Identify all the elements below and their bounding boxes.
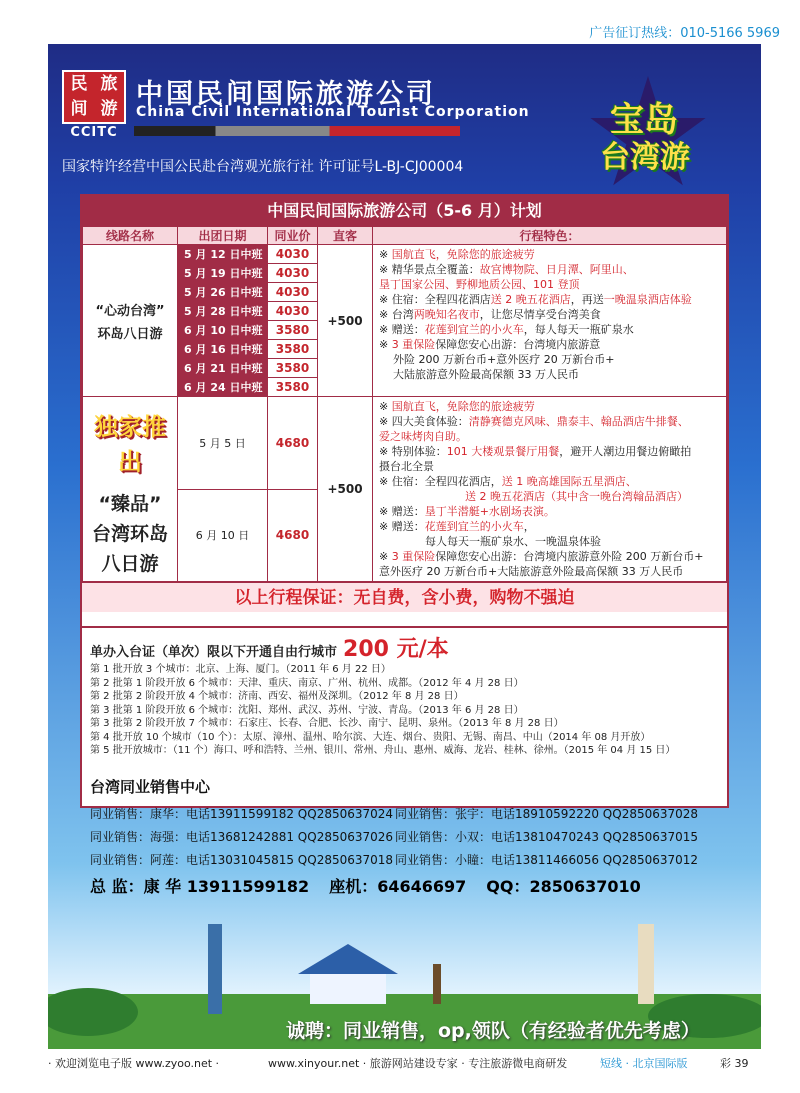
- list-item: 第 3 批第 2 阶段开放 7 个城市：石家庄、长春、合肥、长沙、南宁、昆明、泉州。（2013 年 8 月 28 日）: [90, 718, 564, 729]
- route2-name-line2: 台湾环岛: [91, 523, 168, 545]
- feature-item: ※ 住宿：全程四花酒店，送 1 晚高雄国际五星酒店、: [379, 475, 637, 488]
- footer-left: · 欢迎浏览电子版 www.zyoo.net ·: [48, 1057, 220, 1070]
- feature-item: ※ 3 重保险保障您安心出游：台湾境内旅游意外险 200 万新台币+: [379, 550, 704, 563]
- footer-section: 短线 · 北京国际版: [600, 1057, 688, 1070]
- company-name-en: China Civil International Tourist Corporation: [136, 104, 530, 120]
- tour-date: 5 月 26 日中班: [178, 283, 268, 302]
- logo-char: 民: [70, 74, 88, 94]
- tour-date: 5 月 28 日中班: [178, 302, 268, 321]
- tour-date: 6 月 24 日中班: [178, 378, 268, 397]
- page-number: 彩 39: [720, 1057, 749, 1070]
- visa-price: 200 元/本: [343, 637, 449, 662]
- feature-item: 爱之味烤肉自助。: [379, 430, 467, 443]
- poster: [48, 44, 761, 1049]
- logo-char: 旅: [100, 74, 118, 94]
- list-item: 第 5 批开放城市：（11 个）海口、呼和浩特、兰州、银川、常州、舟山、惠州、威海、龙岩、桂林、徐州。（2015 年 04 月 15 日）: [90, 745, 676, 756]
- feature-item: ※ 精华景点全覆盖：故宫博物院、日月潭、阿里山、: [379, 263, 634, 276]
- footer-middle: www.xinyour.net · 旅游网站建设专家 · 专注旅游微电商研发: [268, 1057, 568, 1070]
- tour-price: 4680: [268, 397, 318, 490]
- windmill-icon: [433, 964, 441, 1004]
- list-item: 第 3 批第 1 阶段开放 6 个城市：沈阳、郑州、武汉、苏州、宁波、青岛。（2013 年 6 月 28 日）: [90, 704, 524, 716]
- ad-hotline: 广告征订热线：010-5166 5969: [589, 26, 780, 41]
- feature-item: ※ 赠送：花莲到宜兰的小火车，每人每天一瓶矿泉水: [379, 323, 634, 336]
- logo-seal: [62, 70, 126, 124]
- feature-item: ※ 特别体验：101 大楼观景餐厅用餐，避开人潮边用餐边俯瞰拍: [379, 445, 692, 458]
- sales-contact: 同业销售：阿莲：电话13031045815 QQ2850637018: [90, 853, 394, 867]
- feature-item: ※ 3 重保险保障您安心出游：台湾境内旅游意: [379, 338, 601, 351]
- tour-price: 3580: [268, 321, 318, 340]
- tour-date: 6 月 16 日中班: [178, 340, 268, 359]
- route1-features: [373, 245, 727, 397]
- table-row: [83, 397, 727, 490]
- tour-price: 3580: [268, 378, 318, 397]
- route2-name: [83, 397, 178, 582]
- decor-bar: [134, 126, 460, 136]
- memorial-hall-icon: [298, 944, 398, 974]
- feature-item: 垦丁国家公园、野柳地质公园、101 登顶: [379, 278, 580, 291]
- route2-direct-price: +500: [318, 397, 373, 582]
- tour-price: 3580: [268, 340, 318, 359]
- feature-item: ※ 赠送：垦丁半潜艇+水剧场表演。: [379, 505, 555, 518]
- feature-item: 意外医疗 20 万新台币+大陆旅游意外险最高保额 33 万人民币: [379, 565, 684, 578]
- feature-item: 送 2 晚五花酒店（其中含一晚台湾翰品酒店）: [465, 490, 688, 503]
- header-date: 出团日期: [178, 227, 268, 245]
- route2-name-line3: 八日游: [101, 553, 159, 575]
- memorial-hall-base: [310, 974, 386, 1004]
- taipei-101-icon: [208, 924, 222, 1014]
- tour-date: 6 月 10 日: [178, 489, 268, 582]
- list-item: 第 2 批第 2 阶段开放 4 个城市：济南、西安、福州及深圳。（2012 年 8 月 28 日）: [90, 691, 464, 702]
- list-item: 第 4 批开放 10 个城市（10 个）：太原、漳州、温州、哈尔滨、大连、烟台、贵阳、无锡、南昌、中山（2014 年 08 月开放）: [90, 731, 651, 743]
- header-price: 同业价: [268, 227, 318, 245]
- tour-price: 3580: [268, 359, 318, 378]
- director-row: [90, 874, 740, 897]
- list-item: 第 1 批开放 3 个城市：北京、上海、厦门。（2011 年 6 月 22 日）: [90, 664, 391, 675]
- route1-name-line2: 环岛八日游: [97, 326, 163, 342]
- visa-head-text: 单办入台证（单次）限以下开通自由行城市: [90, 645, 338, 660]
- sales-title: 台湾同业销售中心: [90, 778, 211, 796]
- sales-row: [90, 828, 740, 845]
- feature-item: ※ 赠送：花莲到宜兰的小火车，: [379, 520, 535, 533]
- tour-price: 4030: [268, 245, 318, 264]
- route1-name-line1: “心动台湾”: [95, 303, 165, 319]
- badge-line2: 台湾游: [600, 140, 690, 175]
- tour-date: 5 月 19 日中班: [178, 264, 268, 283]
- feature-item: ※ 国航直飞，免除您的旅途疲劳: [379, 248, 535, 261]
- header-route: 线路名称: [83, 227, 178, 245]
- feature-item: ※ 四大美食体验：清静赛德克风味、鼎泰丰、翰品酒店牛排餐、: [379, 415, 689, 428]
- route2-features: [373, 397, 727, 582]
- feature-item: ※ 住宿：全程四花酒店送 2 晚五花酒店，再送一晚温泉酒店体验: [379, 293, 692, 306]
- sales-contact: 同业销售：海强：电话13681242881 QQ2850637026: [90, 830, 394, 844]
- tour-date: 6 月 21 日中班: [178, 359, 268, 378]
- route2-name-line1: “臻品”: [98, 493, 162, 515]
- guarantee-banner: 以上行程保证：无自费，含小费，购物不强迫: [82, 582, 727, 612]
- taiwan-tour-badge: [548, 66, 748, 206]
- sales-row: [90, 851, 740, 868]
- sales-contact: 同业销售：小双：电话13810470243 QQ2850637015: [395, 830, 699, 844]
- feature-item: 大陆旅游意外险最高保额 33 万人民币: [393, 368, 579, 381]
- tour-date: 5 月 12 日中班: [178, 245, 268, 264]
- table-row: [83, 245, 727, 264]
- feature-item: 每人每天一瓶矿泉水、一晚温泉体验: [425, 535, 601, 548]
- table-header-row: [83, 227, 727, 245]
- director-contact: 总 监：康 华 13911599182: [90, 877, 310, 896]
- feature-item: ※ 国航直飞，免除您的旅途疲劳: [379, 400, 535, 413]
- sales-contact: 同业销售：康华：电话13911599182 QQ2850637024: [90, 807, 394, 821]
- license-text: 国家特许经营中国公民赴台湾观光旅行社 许可证号L-BJ-CJ00004: [62, 159, 464, 175]
- tour-date: 6 月 10 日中班: [178, 321, 268, 340]
- badge-line1: 宝岛: [610, 100, 678, 140]
- sales-contact: 同业销售：张宇：电话18910592220 QQ2850637028: [395, 807, 699, 821]
- route1-name: [83, 245, 178, 397]
- list-item: 第 2 批第 1 阶段开放 6 个城市：天津、重庆、南京、广州、杭州、成都。（2012 年 4 月 28 日）: [90, 677, 524, 689]
- pagoda-icon: [638, 924, 654, 1004]
- plan-table: [82, 226, 727, 582]
- company-logo: [62, 70, 126, 140]
- tour-price: 4680: [268, 489, 318, 582]
- sales-center: [90, 776, 740, 897]
- landline: 座机：64646697: [329, 877, 467, 896]
- feature-item: ※ 台湾两晚知名夜市，让您尽情享受台湾美食: [379, 308, 601, 321]
- sales-row: [90, 805, 740, 822]
- tour-price: 4030: [268, 283, 318, 302]
- logo-char: 间: [70, 99, 88, 119]
- logo-char: 游: [100, 99, 118, 119]
- logo-abbr: CCITC: [70, 125, 118, 140]
- company-name-cn: 中国民间国际旅游公司: [136, 79, 436, 110]
- visa-headline: [90, 632, 719, 663]
- feature-item: 外险 200 万新台币+意外医疗 20 万新台币+: [393, 353, 615, 366]
- plan-table-box: [80, 194, 729, 628]
- route1-direct-price: +500: [318, 245, 373, 397]
- qq-contact: QQ：2850637010: [486, 877, 641, 896]
- tour-price: 4030: [268, 302, 318, 321]
- plan-title: 中国民间国际旅游公司（5-6 月）计划: [82, 196, 727, 226]
- recruit-text: 诚聘：同业销售，op,领队（有经验者优先考虑）: [286, 1020, 700, 1042]
- sales-contact: 同业销售：小瞳：电话13811466056 QQ2850637012: [395, 853, 699, 867]
- header-direct: 直客: [318, 227, 373, 245]
- tour-price: 4030: [268, 264, 318, 283]
- exclusive-label: 独家推出: [94, 413, 166, 476]
- tour-date: 5 月 5 日: [178, 397, 268, 490]
- feature-item: 摄台北全景: [379, 460, 434, 473]
- header-features: 行程特色：: [373, 227, 727, 245]
